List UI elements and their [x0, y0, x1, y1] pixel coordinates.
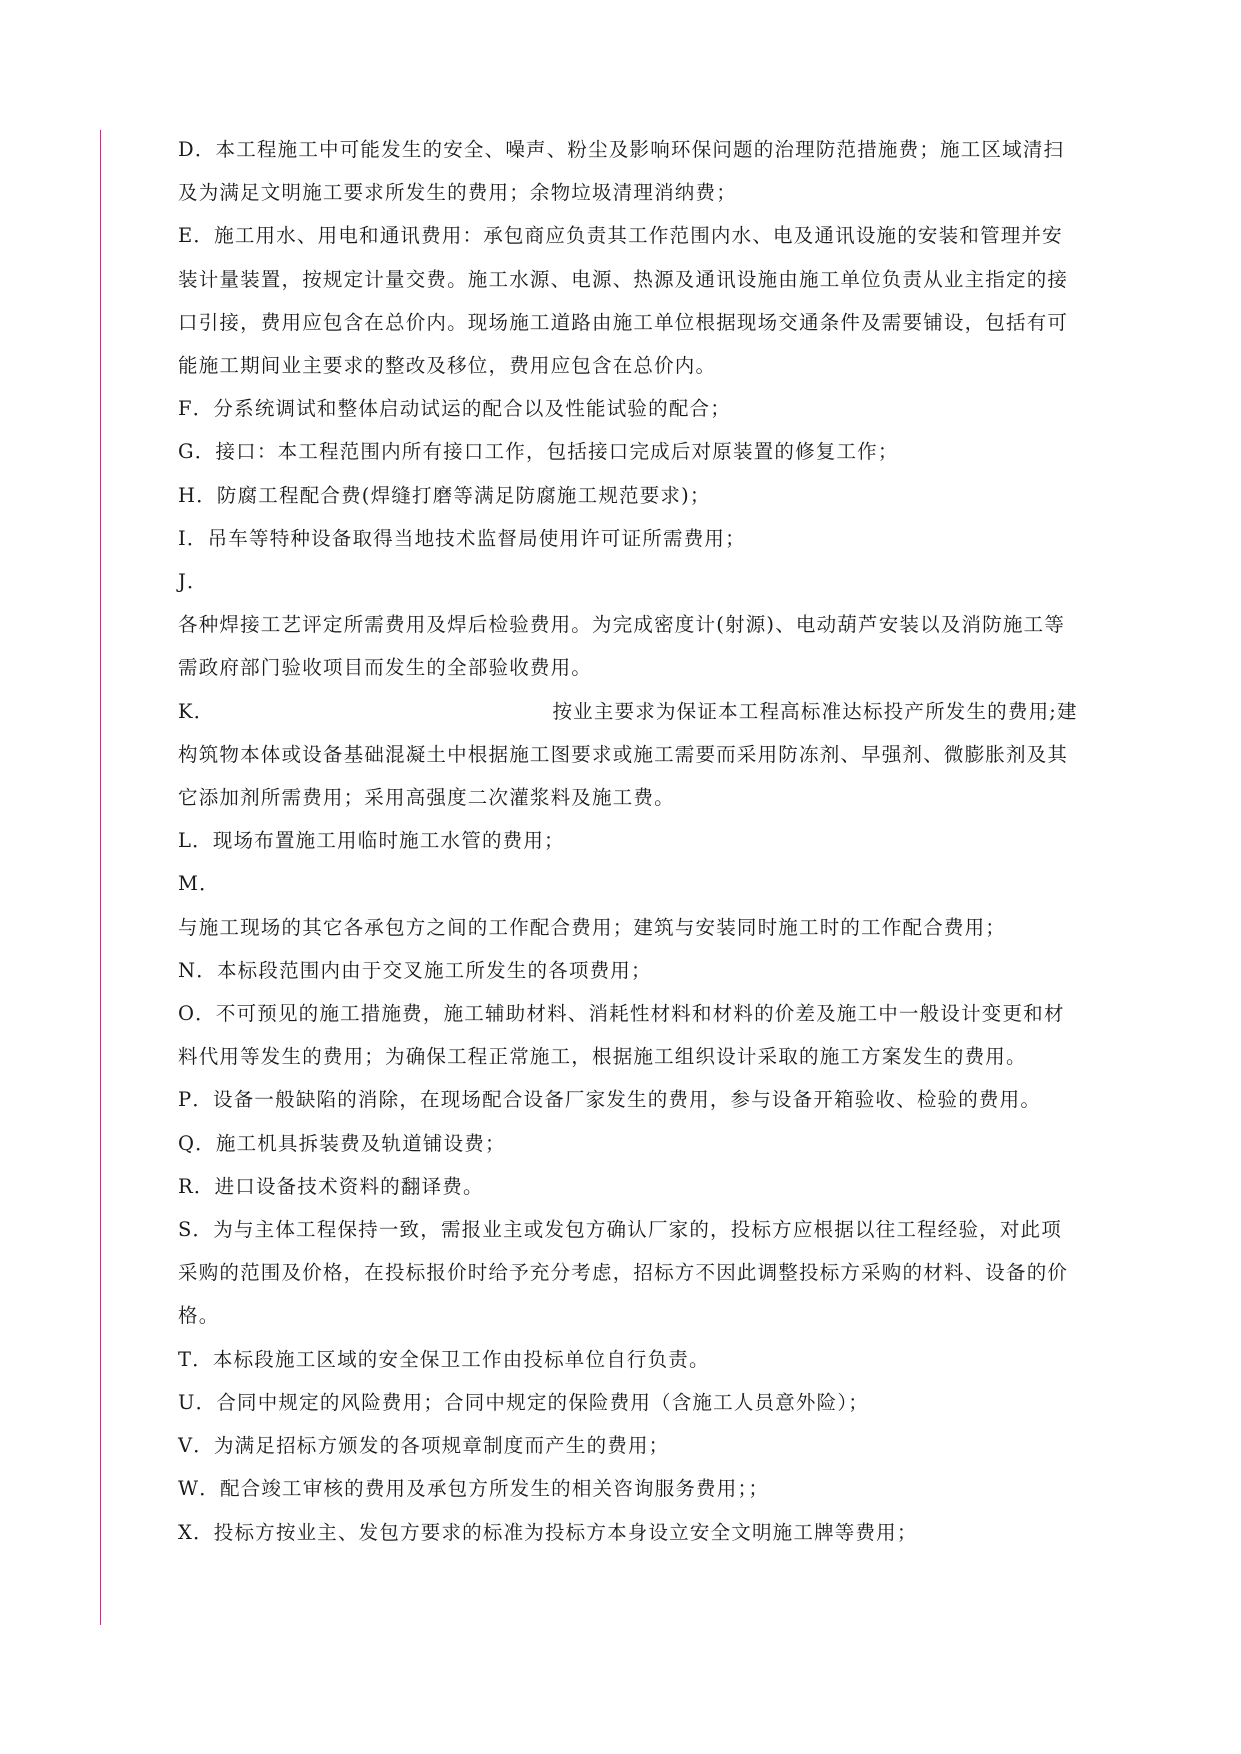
paragraph-x: X．投标方按业主、发包方要求的标准为投标方本身设立安全文明施工牌等费用；	[178, 1520, 918, 1544]
paragraph-o: O．不可预见的施工措施费，施工辅助材料、消耗性材料和材料的价差及施工中一般设计变更和材料代用等发生的费用；为确保工程正常施工，根据施工组织设计采取的施工方案发生的费用。	[178, 1002, 1065, 1069]
paragraph-v: V．为满足招标方颁发的各项规章制度而产生的费用；	[178, 1434, 670, 1458]
paragraph-i: I．吊车等特种设备取得当地技术监督局使用许可证所需费用；	[178, 526, 746, 550]
document-body	[178, 128, 1078, 1554]
paragraph-f: F．分系统调试和整体启动试运的配合以及性能试验的配合；	[178, 397, 731, 421]
margin-rule	[100, 130, 101, 1625]
paragraph-k-text: 按业主要求为保证本工程高标准达标投产所发生的费用;建构筑物本体或设备基础混凝土中根据施工图要求或施工需要而采用防冻剂、早强剂、微膨胀剂及其它添加剂所需费用；采用高强度二次灌浆料及施工费。	[178, 699, 1078, 810]
paragraph-k-label: K．	[178, 699, 215, 723]
paragraph-g: G．接口：本工程范围内所有接口工作，包括接口完成后对原装置的修复工作；	[178, 440, 899, 464]
paragraph-q: Q．施工机具拆装费及轨道铺设费；	[178, 1131, 506, 1155]
paragraph-p: P．设备一般缺陷的消除，在现场配合设备厂家发生的费用，参与设备开箱验收、检验的费用。	[178, 1088, 1042, 1112]
paragraph-s: S．为与主体工程保持一致，需报业主或发包方确认厂家的，投标方应根据以往工程经验，对此项采购的范围及价格，在投标报价时给予充分考虑，招标方不因此调整投标方采购的材料、设备的价格。	[178, 1218, 1069, 1328]
paragraph-d: D．本工程施工中可能发生的安全、噪声、粉尘及影响环保问题的治理防范措施费；施工区域清扫及为满足文明施工要求所发生的费用；余物垃圾清理消纳费；	[178, 138, 1065, 205]
paragraph-m-text: 与施工现场的其它各承包方之间的工作配合费用；建筑与安装同时施工时的工作配合费用；	[178, 915, 1007, 939]
paragraph-n: N．本标段范围内由于交叉施工所发生的各项费用；	[178, 958, 652, 982]
paragraph-k	[178, 690, 1078, 820]
paragraph-j-label: J．	[178, 570, 208, 594]
paragraph-j-text: 各种焊接工艺评定所需费用及焊后检验费用。为完成密度计(射源)、电动葫芦安装以及消防施工等需政府部门验收项目而发生的全部验收费用。	[178, 613, 1066, 680]
paragraph-u: U．合同中规定的风险费用；合同中规定的保险费用（含施工人员意外险）；	[178, 1390, 869, 1414]
paragraph-w: W．配合竣工审核的费用及承包方所发生的相关咨询服务费用；；	[178, 1477, 770, 1501]
paragraph-e: E．施工用水、用电和通讯费用：承包商应负责其工作范围内水、电及通讯设施的安装和管理并安装计量装置，按规定计量交费。施工水源、电源、热源及通讯设施由施工单位负责从业主指定的接口引接，费用应包含在总价内。现场施工道路由施工单位根据现场交通条件及需要铺设，包括有可能施工期间业主要求的整改及移位，费用应包含在总价内。	[178, 224, 1069, 378]
paragraph-m-label: M．	[178, 872, 220, 896]
paragraph-h: H．防腐工程配合费(焊缝打磨等满足防腐施工规范要求)；	[178, 483, 711, 507]
paragraph-t: T．本标段施工区域的安全保卫工作由投标单位自行负责。	[178, 1347, 710, 1371]
paragraph-r: R．进口设备技术资料的翻译费。	[178, 1174, 484, 1198]
paragraph-l: L．现场布置施工用临时施工水管的费用；	[178, 829, 565, 853]
